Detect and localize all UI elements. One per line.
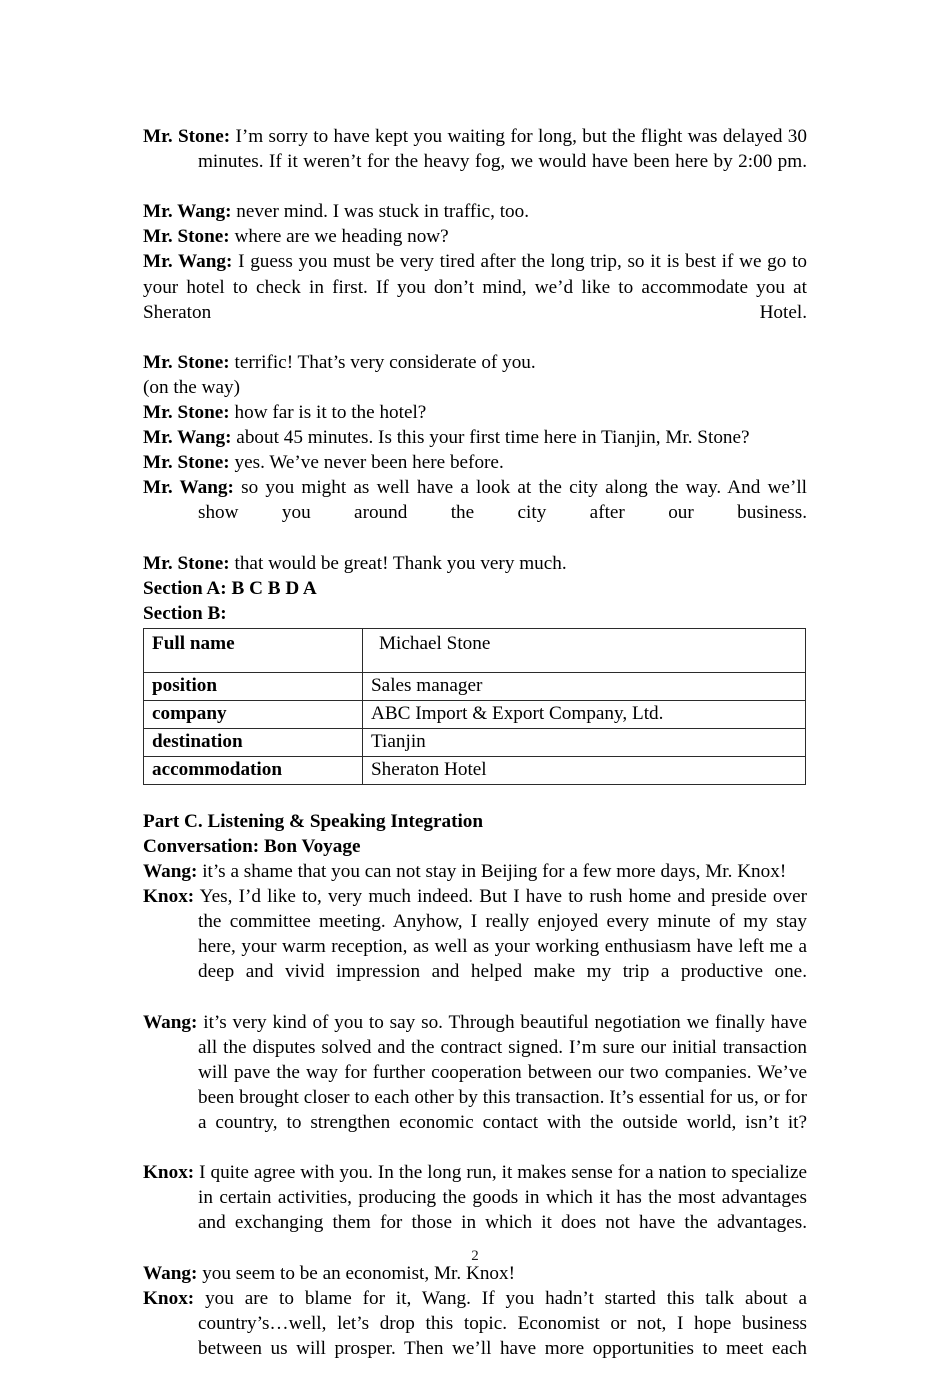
table-cell-value: ABC Import & Export Company, Ltd.	[363, 700, 806, 728]
page-content	[143, 124, 807, 1386]
dialogue-text: you seem to be an economist, Mr. Knox!	[197, 1262, 515, 1284]
dialogue-text: it’s very kind of you to say so. Through beautiful negotiation we finally have all the disputes solved and the contract signed. I’m sure our initial transaction will pave the way for further cooperation between our two companies. We’ve been brought closer to each other by this transaction. It’s essential for us, or for a country, to strengthen economic contact with the outside world, isn’t it?	[197, 1011, 807, 1133]
table-cell-key: company	[144, 700, 363, 728]
dialogue-text: I quite agree with you. In the long run, it makes sense for a nation to specialize in certain activities, producing the goods in which it has the most advantages and exchanging them for those in which it does not have the advantages.	[194, 1162, 807, 1234]
table-row	[144, 628, 806, 672]
table-row	[144, 756, 806, 784]
dialogue-line	[143, 884, 807, 1009]
dialogue-line	[143, 400, 807, 425]
speaker-label: Mr. Stone:	[143, 126, 231, 147]
table-cell-key: Full name	[144, 628, 363, 672]
dialogue-line	[143, 859, 807, 884]
conversation-heading: Conversation: Bon Voyage	[143, 835, 361, 857]
table-cell-key: position	[144, 672, 363, 700]
dialogue-line	[143, 224, 807, 249]
dialogue-text: how far is it to the hotel?	[229, 402, 427, 424]
table-row	[144, 672, 806, 700]
dialogue-line	[143, 1160, 807, 1260]
dialogue-text: I guess you must be very tired after the long trip, so it is best if we go to your hotel to check in first. If you don’t mind, we’d like to accommodate you at Sheraton Hotel.	[143, 251, 807, 323]
speaker-label: Wang:	[143, 1262, 198, 1284]
speaker-label: Mr. Wang:	[143, 251, 233, 273]
table-cell-key: destination	[144, 728, 363, 756]
section-b-label: Section B:	[143, 602, 227, 624]
dialogue-text: I’m sorry to have kept you waiting for long, but the flight was delayed 30 minutes. If it weren’t for the heavy fog, we would have been here by 2:00 pm.	[198, 126, 807, 173]
speaker-label: Mr. Wang:	[143, 477, 234, 499]
stage-direction	[143, 375, 807, 400]
dialogue-line	[143, 350, 807, 375]
section-b-table-wrapper	[143, 628, 807, 785]
speaker-label: Mr. Stone:	[143, 351, 230, 373]
dialogue-text: it’s a shame that you can not stay in Beijing for a few more days, Mr. Knox!	[197, 861, 787, 883]
speaker-label: Wang:	[143, 1011, 198, 1033]
dialogue-text: about 45 minutes. Is this your first time here in Tianjin, Mr. Stone?	[231, 427, 750, 449]
table-cell-value: Sheraton Hotel	[363, 756, 806, 784]
dialogue-line	[143, 199, 807, 224]
dialogue-text: that would be great! Thank you very much.	[229, 552, 567, 574]
table-row	[144, 728, 806, 756]
dialogue-text: never mind. I was stuck in traffic, too.	[231, 201, 530, 223]
speaker-label: Mr. Stone:	[143, 452, 230, 474]
dialogue-text: you are to blame for it, Wang. If you hadn’t started this talk about a country’s…well, let’s drop this topic. Economist or not, I hope business between us will prosper. Then we’ll have more opportunities to meet each	[194, 1287, 807, 1359]
table-cell-key: accommodation	[144, 756, 363, 784]
dialogue-text: where are we heading now?	[229, 226, 449, 248]
dialogue-text: (on the way)	[143, 376, 240, 398]
dialogue-line	[143, 1286, 807, 1386]
dialogue-stone-wang	[143, 124, 807, 576]
dialogue-text: terrific! That’s very considerate of you.	[229, 351, 536, 373]
dialogue-line	[143, 124, 807, 199]
dialogue-line	[143, 425, 807, 450]
speaker-label: Knox:	[143, 1287, 195, 1309]
dialogue-text: Yes, I’d like to, very much indeed. But I have to rush home and preside over the committee meeting. Anyhow, I really enjoyed every minute of my stay here, your warm reception, as well as your working enthusiasm have left me a deep and vivid impression and helped make my trip a productive one.	[194, 886, 807, 983]
speaker-label: Knox:	[143, 886, 195, 908]
dialogue-line	[143, 551, 807, 576]
speaker-label: Knox:	[143, 1162, 195, 1184]
dialogue-line	[143, 475, 807, 550]
part-c-heading: Part C. Listening & Speaking Integration	[143, 810, 484, 832]
speaker-label: Wang:	[143, 861, 198, 883]
section-a-answer: Section A: B C B D A	[143, 577, 317, 599]
speaker-label: Mr. Stone:	[143, 226, 230, 248]
speaker-label: Mr. Wang:	[143, 427, 232, 449]
dialogue-line	[143, 450, 807, 475]
table-cell-value: Tianjin	[363, 728, 806, 756]
table-cell-value: Sales manager	[363, 672, 806, 700]
section-b-table	[143, 628, 806, 785]
speaker-label: Mr. Stone:	[143, 552, 230, 574]
dialogue-text: so you might as well have a look at the city along the way. And we’ll show you around the city after our business.	[198, 477, 807, 524]
speaker-label: Mr. Stone:	[143, 402, 230, 424]
dialogue-line	[143, 1010, 807, 1161]
table-row	[144, 700, 806, 728]
page-number: 2	[471, 1248, 479, 1264]
table-cell-value: Michael Stone	[363, 628, 806, 672]
speaker-label: Mr. Wang:	[143, 201, 232, 223]
dialogue-wang-knox	[143, 859, 807, 1386]
dialogue-line	[143, 249, 807, 349]
dialogue-text: yes. We’ve never been here before.	[229, 452, 504, 474]
section-spacer	[143, 785, 807, 809]
